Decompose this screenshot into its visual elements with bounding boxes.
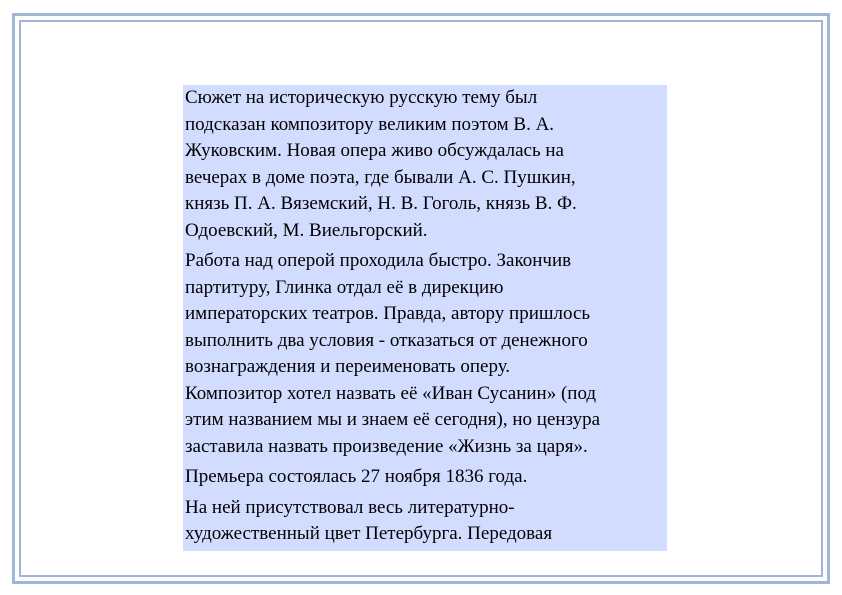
text-line: партитуру, Глинка отдал её в дирекцию (185, 276, 504, 298)
text-line: художественный цвет Петербурга. Передовая (185, 523, 553, 544)
text-line: выполнить два условия - отказаться от денежного (185, 329, 588, 351)
text-line: князь П. А. Вяземский, Н. В. Гоголь, князь В. Ф. (185, 193, 577, 214)
paragraph-premiere (183, 464, 667, 491)
text-line: вознаграждения и переименовать оперу. (185, 356, 511, 377)
paragraph-plot-origin (183, 85, 667, 244)
text-line: этим названием мы и знаем её сегодня), но цензура (185, 409, 601, 430)
paragraph-opera-work (183, 248, 667, 460)
text-line: Одоевский, М. Виельгорский. (185, 219, 428, 241)
text-line: вечерах в доме поэта, где бывали А. С. Пушкин, (185, 166, 576, 188)
text-line: заставила назвать произведение «Жизнь за царя». (185, 435, 588, 457)
text-line: Сюжет на историческую русскую тему был (185, 87, 538, 108)
paragraph-audience (183, 495, 667, 548)
text-box (183, 85, 667, 551)
text-line: На ней присутствовал весь литературно- (185, 496, 515, 518)
text-line: императорских театров. Правда, автору пришлось (185, 303, 591, 324)
text-line: Композитор хотел назвать её «Иван Сусанин» (под (185, 382, 597, 404)
text-line: подсказан композитору великим поэтом В. А. (185, 113, 555, 135)
text-line: Работа над оперой проходила быстро. Закончив (185, 250, 572, 271)
text-line: Премьера состоялась 27 ноября 1836 года. (185, 466, 528, 487)
text-line: Жуковским. Новая опера живо обсуждалась на (185, 140, 564, 161)
